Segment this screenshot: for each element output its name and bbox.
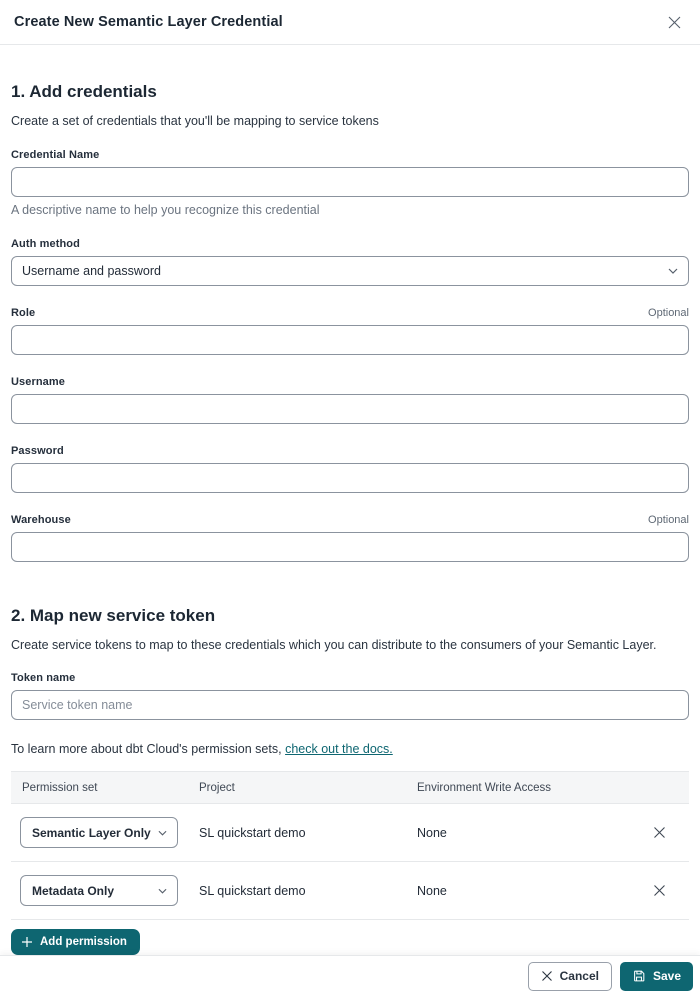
section-add-credentials <box>11 82 689 562</box>
chevron-down-icon <box>668 268 678 274</box>
plus-icon <box>21 936 33 948</box>
password-field <box>11 445 689 493</box>
warehouse-optional-badge: Optional <box>648 514 689 526</box>
environment-write-access-cell: None <box>417 825 447 840</box>
x-icon <box>653 884 666 897</box>
permission-set-select[interactable] <box>20 875 178 906</box>
docs-link[interactable]: check out the docs. <box>285 742 393 756</box>
cancel-button-label: Cancel <box>559 969 599 983</box>
permission-set-select[interactable] <box>20 817 178 848</box>
project-cell: SL quickstart demo <box>199 825 306 840</box>
x-icon <box>653 826 666 839</box>
auth-method-field <box>11 238 689 286</box>
section-2-heading: 2. Map new service token <box>11 606 216 625</box>
chevron-down-icon <box>158 888 167 894</box>
auth-method-selected-value: Username and password <box>22 264 161 278</box>
save-button[interactable] <box>620 962 693 991</box>
section-1-description: Create a set of credentials that you'll be mapping to service tokens <box>11 114 379 128</box>
section-1-heading: 1. Add credentials <box>11 82 157 101</box>
username-field <box>11 376 689 424</box>
role-optional-badge: Optional <box>648 307 689 319</box>
environment-write-access-cell: None <box>417 883 447 898</box>
cancel-button[interactable] <box>528 962 612 991</box>
column-header-permission-set: Permission set <box>22 781 98 794</box>
permission-set-selected-value: Semantic Layer Only <box>32 825 151 840</box>
credential-name-label: Credential Name <box>11 149 100 161</box>
warehouse-input[interactable] <box>11 532 689 562</box>
add-permission-label: Add permission <box>40 936 127 948</box>
credential-name-input[interactable] <box>11 167 689 197</box>
credential-name-field <box>11 149 689 217</box>
save-button-label: Save <box>652 969 681 983</box>
auth-method-label: Auth method <box>11 238 80 250</box>
remove-permission-button[interactable] <box>645 819 673 847</box>
username-input[interactable] <box>11 394 689 424</box>
token-name-field <box>11 672 689 720</box>
section-map-service-token <box>11 606 689 955</box>
modal-body <box>0 45 700 955</box>
auth-method-select[interactable] <box>11 256 689 286</box>
username-label: Username <box>11 376 65 388</box>
x-icon <box>541 970 553 982</box>
warehouse-label: Warehouse <box>11 514 71 526</box>
token-name-input[interactable] <box>11 690 689 720</box>
role-field <box>11 307 689 355</box>
docs-note <box>11 742 689 756</box>
modal-header <box>0 0 700 45</box>
close-icon <box>667 15 682 30</box>
section-2-description: Create service tokens to map to these credentials which you can distribute to the consumers of your Semantic Layer. <box>11 638 657 652</box>
permissions-table-header <box>11 771 689 804</box>
save-icon <box>632 969 646 983</box>
project-cell: SL quickstart demo <box>199 883 306 898</box>
permission-row <box>11 804 689 862</box>
modal-title: Create New Semantic Layer Credential <box>14 14 283 30</box>
permission-set-selected-value: Metadata Only <box>32 883 115 898</box>
permissions-table <box>11 771 689 920</box>
modal-footer <box>0 955 700 996</box>
remove-permission-button[interactable] <box>645 877 673 905</box>
chevron-down-icon <box>158 830 167 836</box>
add-permission-button[interactable] <box>11 929 140 955</box>
warehouse-field <box>11 514 689 562</box>
permission-row <box>11 862 689 920</box>
role-label: Role <box>11 307 36 319</box>
close-button[interactable] <box>665 13 684 32</box>
column-header-project: Project <box>199 781 235 794</box>
docs-note-text: To learn more about dbt Cloud's permission sets, <box>11 742 286 756</box>
credential-name-helper: A descriptive name to help you recognize this credential <box>11 203 320 217</box>
password-label: Password <box>11 445 64 457</box>
token-name-label: Token name <box>11 672 76 684</box>
role-input[interactable] <box>11 325 689 355</box>
password-input[interactable] <box>11 463 689 493</box>
column-header-environment-write-access: Environment Write Access <box>417 781 552 794</box>
